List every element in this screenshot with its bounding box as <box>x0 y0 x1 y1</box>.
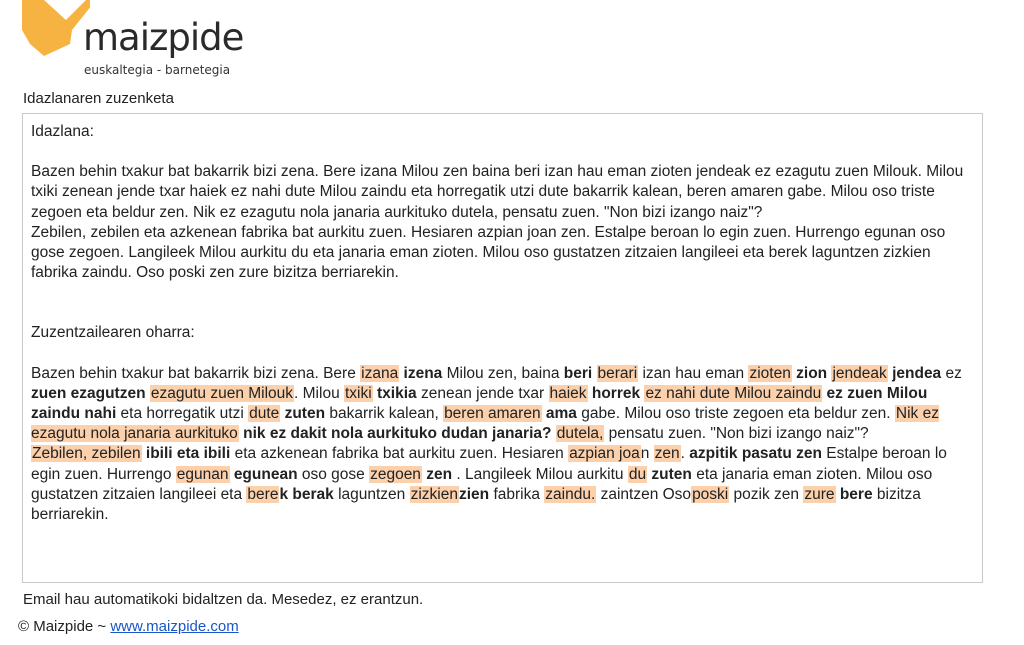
correction-text: zuten <box>651 465 692 483</box>
correction-text: zuten <box>284 405 326 423</box>
text-segment: bizitza berriarekin. <box>31 485 921 524</box>
correction-text: zien <box>459 485 490 503</box>
error-highlight: bere <box>247 485 279 503</box>
correction-paragraph <box>31 364 972 526</box>
text-segment: zenean jende txar <box>416 384 549 402</box>
text-segment: laguntzen <box>333 485 410 503</box>
correction-text: k <box>279 485 289 503</box>
correction-text: nik ez dakit nola aurkituko dudan janaria? <box>243 425 552 443</box>
correction-text: horrek <box>591 384 641 402</box>
logo-mark-icon <box>0 0 90 70</box>
text-segment: oso gose <box>297 465 370 483</box>
text-segment: Bazen behin txakur bat bakarrik bizi zena. Bere <box>31 364 361 382</box>
text-segment: n <box>640 445 654 463</box>
text-segment: . <box>680 445 690 463</box>
correction-text: azpitik pasatu zen <box>689 445 822 463</box>
essay-label: Idazlana: <box>31 123 94 140</box>
correction-text: bere <box>839 485 873 503</box>
error-highlight: berari <box>597 364 638 382</box>
correction-text: ez zuen Milou zaindu nahi <box>31 384 928 423</box>
correction-text: ibili eta ibili <box>145 445 231 463</box>
text-segment: ez <box>941 364 962 382</box>
correction-text: berak <box>292 485 334 503</box>
correction-text: jendea <box>892 364 942 382</box>
logo-wordmark: maizpide <box>83 16 244 59</box>
error-highlight: beren amaren <box>444 405 541 423</box>
text-segment: Estalpe beroan lo egin zuen. Hurrengo <box>31 445 947 483</box>
footer-note: Email hau automatikoki bidaltzen da. Mesedez, ez erantzun. <box>23 591 424 608</box>
website-link[interactable]: www.maizpide.com <box>110 618 239 635</box>
text-segment: Milou zen, baina <box>442 364 564 382</box>
error-highlight: dutela, <box>556 425 604 443</box>
error-highlight: haiek <box>549 384 587 402</box>
error-highlight: zaindu. <box>545 485 596 503</box>
content-box <box>22 113 983 583</box>
text-segment: bakarrik kalean, <box>325 405 444 423</box>
error-highlight: dute <box>249 405 280 423</box>
correction-text: zion <box>796 364 828 382</box>
text-segment: pensatu zuen. "Non bizi izango naiz"? <box>604 425 869 443</box>
text-segment: izan hau eman <box>638 364 749 382</box>
error-highlight: poski <box>692 485 729 503</box>
text-segment: zaintzen Oso <box>596 485 692 503</box>
error-highlight: zen <box>654 445 680 463</box>
error-highlight: zegoen <box>370 465 421 483</box>
correction-text: txikia <box>377 384 417 402</box>
error-highlight: du <box>628 465 647 483</box>
correction-text: izena <box>403 364 443 382</box>
correction-text: beri <box>563 364 593 382</box>
correction-text: zen <box>426 465 453 483</box>
text-segment: . Milou <box>294 384 344 402</box>
essay-paragraph: Zebilen, zebilen eta azkenean fabrika bat aurkitu zuen. Hesiaren azpian joan zen. Estalpe beroan lo egin zuen. Hurrengo egunan oso gose zegoen. Langileek Milou aurkitu du eta janaria eman zioten. Milou oso gustatzen zitzaien langileei eta berek laguntzen zizkien fabrika zaindu. Oso poski zen zure bizitza berriarekin. <box>31 223 946 282</box>
error-highlight: zizkien <box>410 485 458 503</box>
error-highlight: zioten <box>749 364 791 382</box>
error-highlight: zure <box>804 485 835 503</box>
correction-text: egunean <box>233 465 298 483</box>
essay-paragraph: Bazen behin txakur bat bakarrik bizi zena. Bere izana Milou zen baina beri izan hau eman zioten jendeak ez ezagutu zuen Milouk. Milou txiki zenean jende txar haiek ez nahi dute Milou zaindu eta horregatik utzi dute bakarrik kalean, beren amaren gabe. Milou oso triste zegoen eta beldur zen. Nik ez ezagutu nola janaria aurkituko dutela, pensatu zuen. "Non bizi izango naiz"? <box>31 163 964 221</box>
correction-text: ama <box>545 405 577 423</box>
error-highlight: Zebilen, zebilen <box>32 445 141 463</box>
error-highlight: azpian joa <box>569 445 640 463</box>
text-segment: eta horregatik utzi <box>116 405 249 423</box>
error-highlight: Nik ez ezagutu nola janaria aurkituko <box>31 405 939 443</box>
error-highlight: izana <box>361 364 399 382</box>
text-segment: eta janaria eman zioten. Milou oso gustatzen zitzaien langileei eta <box>31 465 933 503</box>
logo-tagline: euskaltegia - barnetegia <box>84 63 231 77</box>
text-segment: eta azkenean fabrika bat aurkitu zuen. Hesiaren <box>230 445 569 463</box>
text-segment: pozik zen <box>729 485 804 503</box>
error-highlight: txiki <box>345 384 372 402</box>
text-segment: . Langileek Milou aurkitu <box>452 465 628 483</box>
correction-text: zuen ezagutzen <box>31 384 146 402</box>
text-segment: gabe. Milou oso triste zegoen eta beldur zen. <box>576 405 895 423</box>
error-highlight: ezagutu zuen Milouk <box>150 384 294 402</box>
copyright <box>18 618 239 635</box>
error-highlight: ez nahi dute Milou zaindu <box>645 384 822 402</box>
copyright-text: © Maizpide ~ <box>18 618 111 635</box>
error-highlight: jendeak <box>832 364 887 382</box>
correction-label: Zuzentzailearen oharra: <box>31 324 195 342</box>
page-title: Idazlanaren zuzenketa <box>23 90 174 107</box>
maizpide-logo <box>0 0 260 82</box>
error-highlight: egunan <box>176 465 229 483</box>
text-segment: fabrika <box>489 485 545 503</box>
